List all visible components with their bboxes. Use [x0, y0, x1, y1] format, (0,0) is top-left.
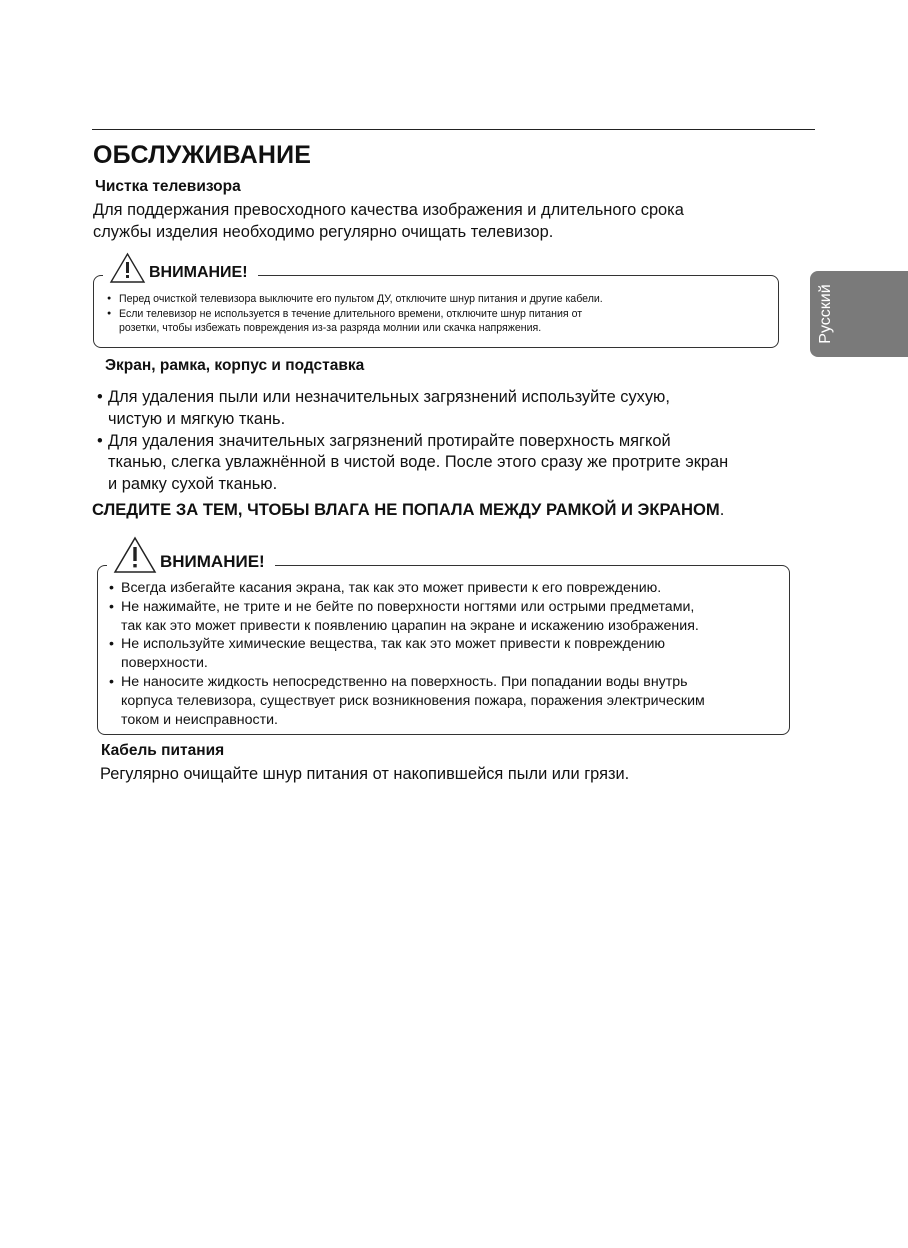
- tv-cleaning-heading: Чистка телевизора: [95, 178, 241, 195]
- caution-item: • Не нажимайте, не трите и не бейте по поверхности ногтями или острыми предметами,: [108, 598, 705, 617]
- caution-label-1: ВНИМАНИЕ!: [149, 264, 248, 281]
- caution-item: ● Перед очисткой телевизора выключите его пультом ДУ, отключите шнур питания и другие кабели.: [106, 292, 603, 307]
- warning-triangle-icon: [113, 536, 157, 574]
- page-title: ОБСЛУЖИВАНИЕ: [93, 141, 312, 169]
- caution-item-continuation: поверхности.: [121, 655, 208, 672]
- caution-list-2: [108, 579, 705, 729]
- caution-item: ● Если телевизор не используется в течение длительного времени, отключите шнур питания от: [106, 307, 603, 322]
- moisture-warning-text: СЛЕДИТЕ ЗА ТЕМ, ЧТОБЫ ВЛАГА НЕ ПОПАЛА МЕЖДУ РАМКОЙ И ЭКРАНОМ: [92, 500, 720, 519]
- caution-list-1: [106, 292, 603, 336]
- screen-section-list: [97, 387, 728, 496]
- caution-item-continuation: корпуса телевизора, существует риск возникновения пожара, поражения электрическим: [121, 692, 705, 709]
- screen-item-continuation: тканью, слегка увлажнённой в чистой воде. После этого сразу же протрите экран: [108, 453, 729, 472]
- caution-item: • Не используйте химические вещества, так как это может привести к повреждению: [108, 635, 705, 654]
- caution-header-2: [107, 536, 275, 574]
- screen-item: • Для удаления пыли или незначительных загрязнений используйте сухую,: [97, 387, 728, 409]
- tv-cleaning-line: службы изделия необходимо регулярно очищать телевизор.: [93, 223, 554, 241]
- caution-item-continuation: розетки, чтобы избежать повреждения из-за разряда молнии или скачка напряжения.: [119, 322, 542, 335]
- tv-cleaning-text: [93, 199, 684, 243]
- screen-item-continuation: чистую и мягкую ткань.: [108, 409, 286, 428]
- caution-item: • Не наносите жидкость непосредственно на поверхность. При попадании воды внутрь: [108, 673, 705, 692]
- caution-item: • Всегда избегайте касания экрана, так как это может привести к его повреждению.: [108, 579, 705, 598]
- caution-label-2: ВНИМАНИЕ!: [160, 552, 265, 571]
- screen-section-heading: Экран, рамка, корпус и подставка: [105, 357, 365, 374]
- language-tab: [810, 271, 908, 357]
- warning-triangle-icon: [109, 252, 146, 284]
- caution-item-continuation: так как это может привести к появлению царапин на экране и искажению изображения.: [121, 617, 699, 634]
- power-cable-heading: Кабель питания: [101, 742, 225, 759]
- caution-item-continuation: током и неисправности.: [121, 711, 278, 728]
- tv-cleaning-line: Для поддержания превосходного качества изображения и длительного срока: [93, 201, 684, 219]
- screen-item-continuation: и рамку сухой тканью.: [108, 475, 278, 494]
- moisture-warning: [92, 500, 724, 520]
- power-cable-text: Регулярно очищайте шнур питания от накопившейся пыли или грязи.: [100, 765, 630, 783]
- header-rule: [92, 129, 815, 130]
- moisture-warning-period: .: [719, 500, 725, 519]
- screen-item: • Для удаления значительных загрязнений протирайте поверхность мягкой: [97, 431, 728, 453]
- language-tab-label: Русский: [817, 284, 834, 344]
- caution-header-1: [103, 252, 258, 284]
